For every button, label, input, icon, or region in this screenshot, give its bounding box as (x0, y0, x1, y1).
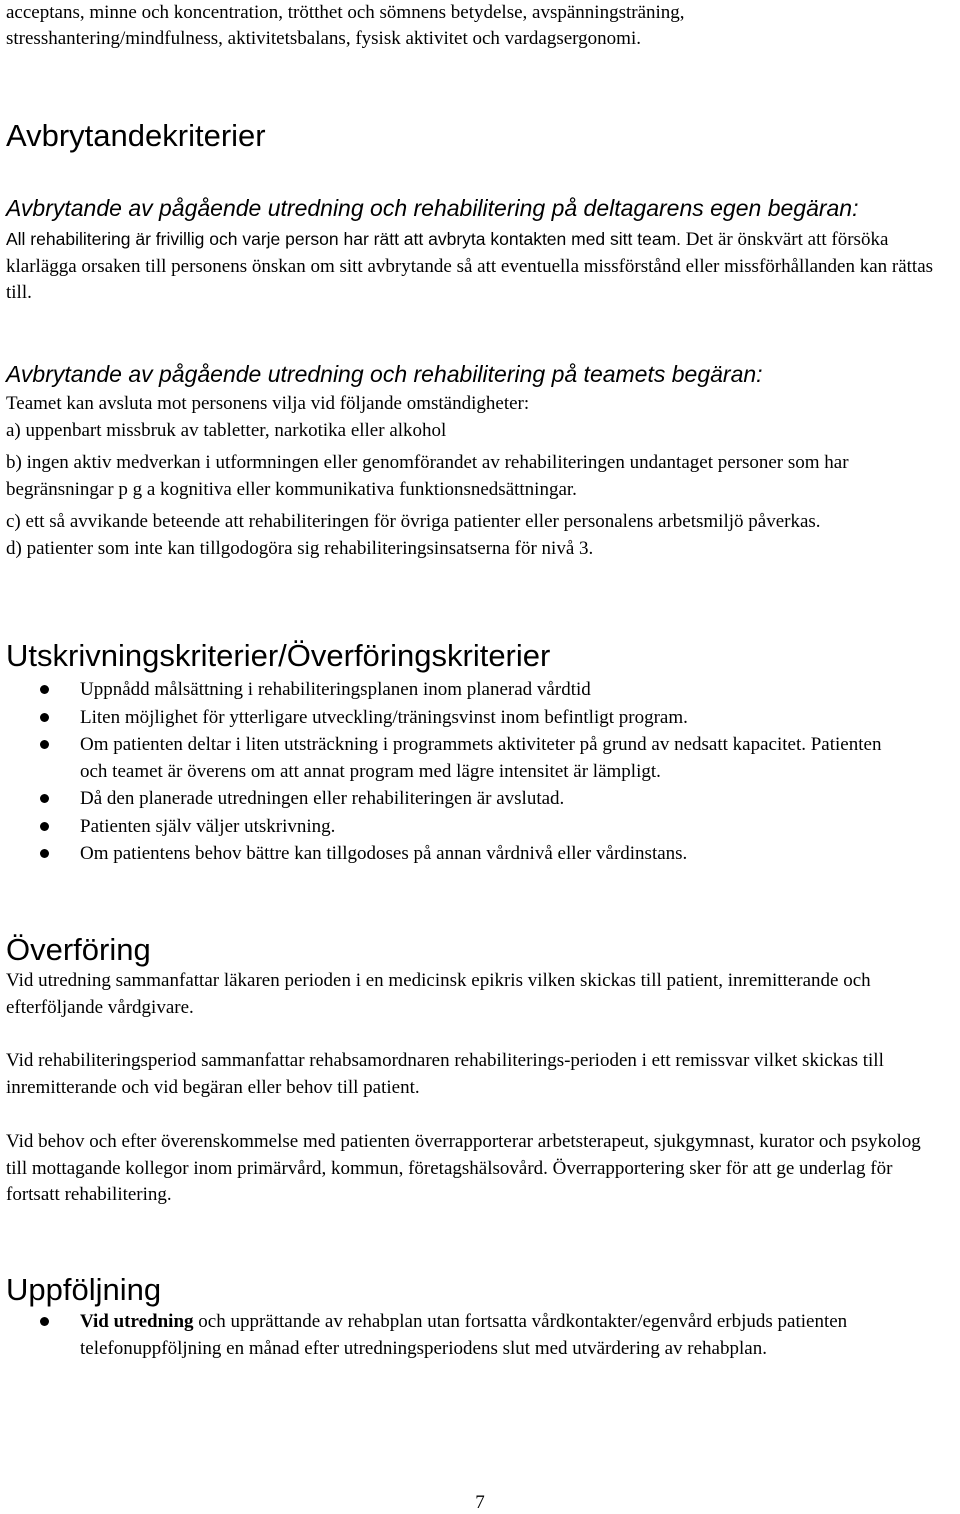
text-onskvart: Det är önskvärt att försöka klarlägga orsaken till personens önskan om sitt avbrytande så att eventuella missförstånd eller missförhållanden kan rättas till. (6, 229, 934, 303)
teamets-intro: Teamet kan avsluta mot personens vilja vid följande omständigheter: (6, 393, 530, 414)
list-item: Vid utredning och upprättande av rehabplan utan fortsatta vårdkontakter/egenvård erbjuds patienten telefonuppföljning en månad efter utredningsperiodens slut med utvärdering av rehabplan. (0, 1308, 960, 1362)
intro-line-2: stresshantering/mindfulness, aktivitetsbalans, fysisk aktivitet och vardagsergonomi. (6, 28, 641, 49)
bullet-icon (40, 849, 49, 858)
list-item: Då den planerade utredningen eller rehabiliteringen är avslutad. (0, 785, 960, 813)
bold-vid-utredning: Vid utredning (80, 1311, 194, 1332)
list-item: Patienten själv väljer utskrivning. (0, 813, 960, 841)
utskrivning-list (0, 676, 960, 868)
bullet-icon (40, 794, 49, 803)
intro-paragraph (0, 0, 960, 52)
overforing-paragraph-1: Vid utredning sammanfattar läkaren perioden i en medicinsk epikris vilken skickas till patient, inremitterande och efterföljande vårdgivare. (6, 970, 871, 1018)
section-heading-overforing: Överföring (6, 932, 151, 967)
subheading-teamets-begaran: Avbrytande av pågående utredning och rehabilitering på teamets begäran: (6, 361, 763, 387)
intro-line-1: acceptans, minne och koncentration, trötthet och sömnens betydelse, avspänningsträning, (6, 2, 685, 23)
section-heading-avbrytandekriterier: Avbrytandekriterier (6, 118, 266, 153)
list-item: Om patientens behov bättre kan tillgodoses på annan vårdnivå eller vårdinstans. (0, 840, 960, 868)
list-item: Uppnådd målsättning i rehabiliteringsplanen inom planerad vårdtid (0, 676, 960, 704)
bullet-icon (40, 685, 49, 694)
list-item: Liten möjlighet för ytterligare utveckling/träningsvinst inom befintligt program. (0, 704, 960, 732)
bullet-icon (40, 713, 49, 722)
subheading-egen-begaran: Avbrytande av pågående utredning och rehabilitering på deltagarens egen begäran: (6, 195, 859, 221)
paragraph-egen-begaran (0, 226, 960, 307)
overforing-paragraph-3: Vid behov och efter överenskommelse med patienten överrapporterar arbetsterapeut, sjukgymnast, kurator och psykolog till mottagande kollegor inom primärvård, kommun, företagshälsovård. Överrapportering sker för att ge underlag för fortsatt rehabilitering. (6, 1131, 921, 1205)
criterion-b: b) ingen aktiv medverkan i utformningen eller genomförandet av rehabiliteringen undantaget personer som har begränsningar p g a kognitiva eller kommunikativa funktionsnedsättningar. (6, 452, 849, 500)
criterion-a: a) uppenbart missbruk av tabletter, narkotika eller alkohol (6, 420, 447, 441)
bullet-icon (40, 822, 49, 831)
subsection-egen-begaran (0, 194, 960, 307)
section-heading-utskrivning: Utskrivningskriterier/Överföringskriterier (6, 638, 551, 673)
bullet-icon (40, 1317, 49, 1326)
subsection-teamets-begaran (0, 360, 960, 562)
text-frivillig: All rehabilitering är frivillig och varje person har rätt att avbryta kontakten med sitt team. (6, 229, 682, 249)
uppfoljning-list (0, 1308, 960, 1362)
overforing-paragraph-2: Vid rehabiliteringsperiod sammanfattar rehabsamordnaren rehabiliterings-perioden i ett remissvar vilket skickas till inremitterande och vid begäran eller behov till patient. (6, 1050, 884, 1098)
section-heading-uppfoljning: Uppföljning (6, 1272, 162, 1307)
criterion-c: c) ett så avvikande beteende att rehabiliteringen för övriga patienter eller personalens arbetsmiljö påverkas. (6, 511, 821, 532)
page-number: 7 (475, 1492, 485, 1513)
criterion-d: d) patienter som inte kan tillgodogöra sig rehabiliteringsinsatserna för nivå 3. (6, 538, 594, 559)
list-item: Om patienten deltar i liten utsträckning i programmets aktiviteter på grund av nedsatt kapacitet. Patienten och teamet är överens om att annat program med lägre intensitet är lämpligt. (0, 731, 960, 785)
bullet-icon (40, 740, 49, 749)
